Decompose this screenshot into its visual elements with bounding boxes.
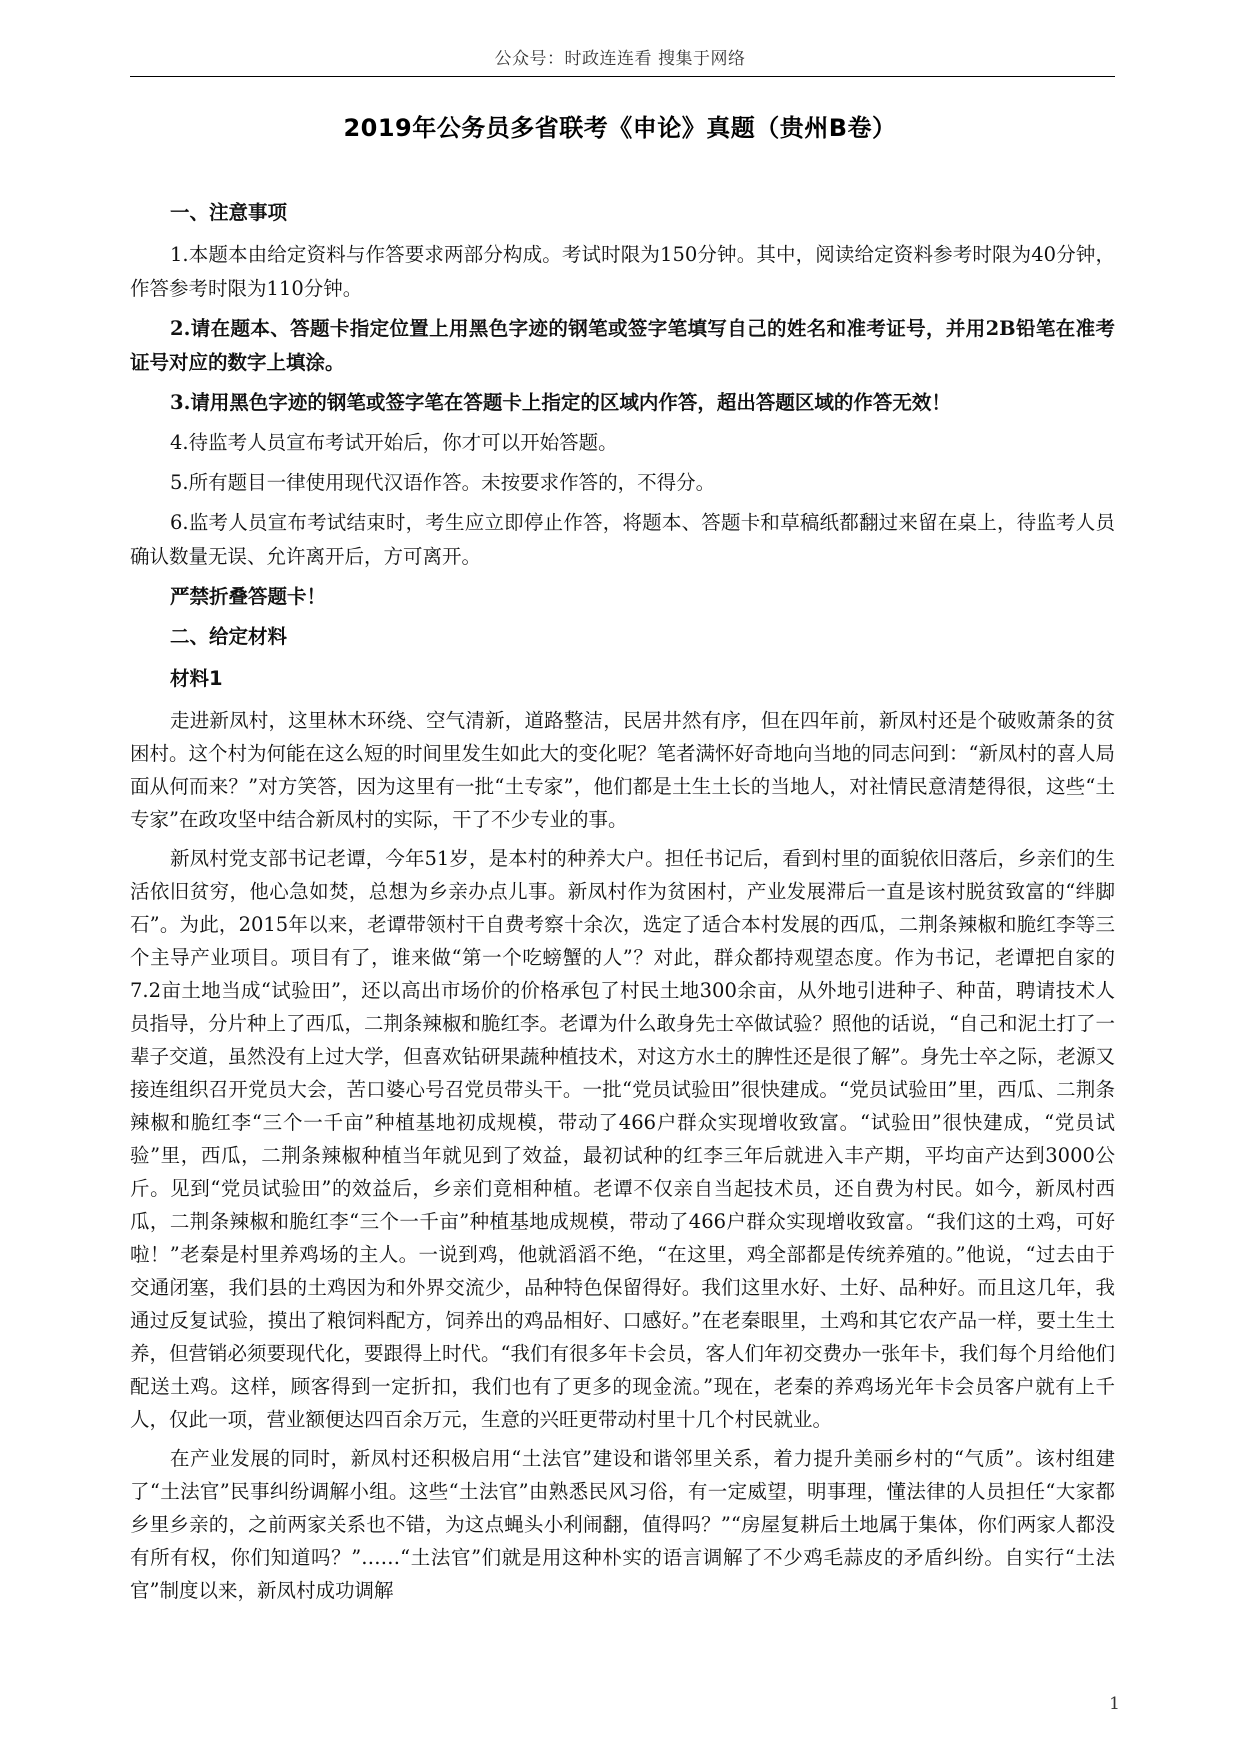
- notice-item-4: 4.待监考人员宣布考试开始后，你才可以开始答题。: [170, 431, 618, 454]
- notice-item-6: 6.监考人员宣布考试结束时，考生应立即停止作答，将题本、答题卡和草稿纸都翻过来留在桌上，待监考人员确认数量无误、允许离开后，方可离开。: [130, 511, 1115, 568]
- document-title: 2019年公务员多省联考《申论》真题（贵州B卷）: [343, 114, 897, 142]
- material-paragraph-1: 走进新凤村，这里林木环绕、空气清新，道路整洁，民居井然有序，但在四年前，新凤村还是个破败萧条的贫困村。这个村为何能在这么短的时间里发生如此大的变化呢？笔者满怀好奇地向当地的同志问到：“新凤村的喜人局面从何而来？”对方笑答，因为这里有一批“土专家”，他们都是土生土长的当地人，对社情民意清楚得很，这些“土专家”在政攻坚中结合新凤村的实际，干了不少专业的事。: [130, 709, 1115, 831]
- notice-item-5: 5.所有题目一律使用现代汉语作答。未按要求作答的，不得分。: [170, 471, 716, 494]
- page-header: 公众号：时政连连看 搜集于网络: [494, 49, 746, 69]
- material-1-label: 材料1: [170, 667, 223, 690]
- page-number: 1: [1109, 1694, 1120, 1714]
- notice-item-3: 3.请用黑色字迹的钢笔或签字笔在答题卡上指定的区域内作答，超出答题区域的作答无效！: [170, 391, 951, 414]
- header-divider: [130, 76, 1115, 77]
- document-body: [130, 196, 1115, 1613]
- materials-heading: 二、给定材料: [170, 625, 288, 648]
- notice-item-2: 2.请在题本、答题卡指定位置上用黑色字迹的钢笔或签字笔填写自己的姓名和准考证号，并用2B铅笔在准考证号对应的数字上填涂。: [130, 317, 1115, 374]
- notice-warning: 严禁折叠答题卡！: [170, 585, 327, 608]
- notice-item-1: 1.本题本由给定资料与作答要求两部分构成。考试时限为150分钟。其中，阅读给定资料参考时限为40分钟，作答参考时限为110分钟。: [130, 243, 1115, 300]
- material-paragraph-2: 新凤村党支部书记老谭，今年51岁，是本村的种养大户。担任书记后，看到村里的面貌依旧落后，乡亲们的生活依旧贫穷，他心急如焚，总想为乡亲办点儿事。新凤村作为贫困村，产业发展滞后一直是该村脱贫致富的“绊脚石”。为此，2015年以来，老谭带领村干自费考察十余次，选定了适合本村发展的西瓜，二荆条辣椒和脆红李等三个主导产业项目。项目有了，谁来做“第一个吃螃蟹的人”？对此，群众都持观望态度。作为书记，老谭把自家的7.2亩土地当成“试验田”，还以高出市场价的价格承包了村民土地300余亩，从外地引进种子、种苗，聘请技术人员指导，分片种上了西瓜，二荆条辣椒和脆红李。老谭为什么敢身先士卒做试验？照他的话说，“自己和泥土打了一辈子交道，虽然没有上过大学，但喜欢钻研果蔬种植技术，对这方水土的脾性还是很了解”。身先士卒之际，老源又接连组织召开党员大会，苦口婆心号召党员带头干。一批“党员试验田”很快建成。“党员试验田”里，西瓜、二荆条辣椒和脆红李“三个一千亩”种植基地初成规模，带动了466户群众实现增收致富。“试验田”很快建成，“党员试验”里，西瓜，二荆条辣椒种植当年就见到了效益，最初试种的红李三年后就进入丰产期，平均亩产达到3000公斤。见到“党员试验田”的效益后，乡亲们竟相种植。老谭不仅亲自当起技术员，还自费为村民。如今，新凤村西瓜，二荆条辣椒和脆红李“三个一千亩”种植基地成规模，带动了466户群众实现增收致富。“我们这的土鸡，可好啦！”老秦是村里养鸡场的主人。一说到鸡，他就滔滔不绝，“在这里，鸡全部都是传统养殖的。”他说，“过去由于交通闭塞，我们县的土鸡因为和外界交流少，品种特色保留得好。我们这里水好、土好、品种好。而且这几年，我通过反复试验，摸出了粮饲料配方，饲养出的鸡品相好、口感好。”在老秦眼里，土鸡和其它农产品一样，要土生土养，但营销必须要现代化，要跟得上时代。“我们有很多年卡会员，客人们年初交费办一张年卡，我们每个月给他们配送土鸡。这样，顾客得到一定折扣，我们也有了更多的现金流。”现在，老秦的养鸡场光年卡会员客户就有上千人，仅此一项，营业额便达四百余万元，生意的兴旺更带动村里十几个村民就业。: [130, 847, 1115, 1431]
- notice-heading: 一、注意事项: [170, 201, 288, 224]
- material-paragraph-3: 在产业发展的同时，新凤村还积极启用“土法官”建设和谐邻里关系，着力提升美丽乡村的“气质”。该村组建了“土法官”民事纠纷调解小组。这些“土法官”由熟悉民风习俗，有一定威望，明事理，懂法律的人员担任“大家都乡里乡亲的，之前两家关系也不错，为这点蝇头小利闹翻，值得吗？”“房屋复耕后土地属于集体，你们两家人都没有所有权，你们知道吗？”……“土法官”们就是用这种朴实的语言调解了不少鸡毛蒜皮的矛盾纠纷。自实行“土法官”制度以来，新凤村成功调解: [130, 1447, 1115, 1602]
